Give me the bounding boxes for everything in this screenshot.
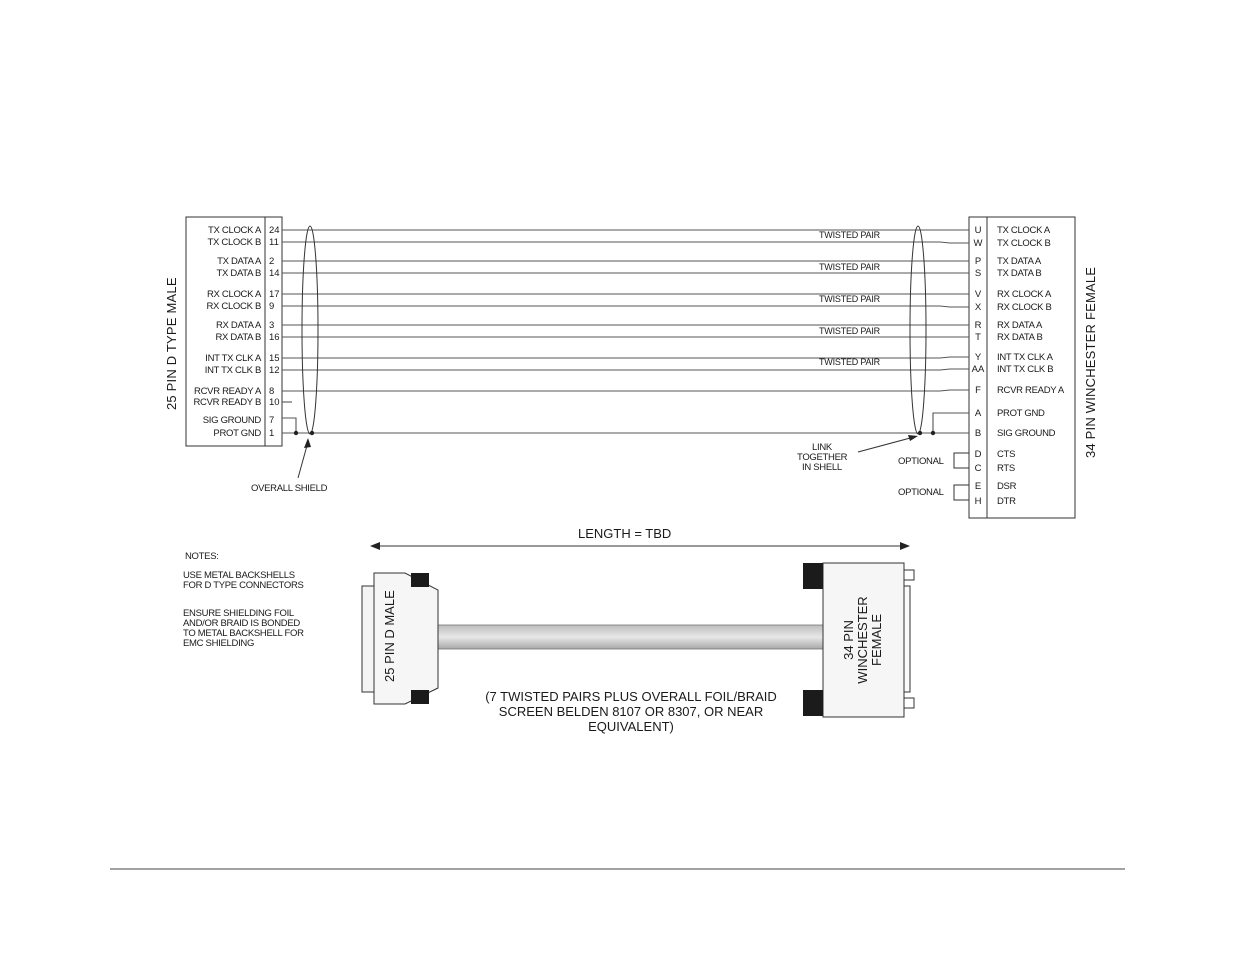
right-connector-title: 34 PIN WINCHESTER FEMALE <box>1083 266 1098 458</box>
right-pin-letter: B <box>974 428 982 439</box>
left-signal-label: RX CLOCK A <box>206 289 261 300</box>
left-plug-tip <box>362 586 374 692</box>
left-signal-label: TX DATA B <box>216 268 261 279</box>
signal-wire <box>282 369 969 370</box>
right-plug-label-line-1: 34 PIN <box>841 620 856 660</box>
right-signal-label: RX CLOCK B <box>997 302 1052 313</box>
right-plug-pin-top <box>904 570 914 580</box>
left-signal-label: SIG GROUND <box>202 415 261 426</box>
left-pin-number: 17 <box>269 289 280 300</box>
left-pin-number: 11 <box>269 237 279 248</box>
left-signal-label: RX DATA A <box>216 320 261 331</box>
left-signal-label: TX CLOCK A <box>208 225 261 236</box>
left-pin-number: 9 <box>269 301 275 312</box>
signal-wire <box>282 390 969 391</box>
link-label-line-3: IN SHELL <box>802 462 842 473</box>
optional-loopbacks <box>898 453 969 500</box>
right-pin-letter: D <box>974 449 982 460</box>
left-connector <box>164 217 282 446</box>
right-signal-label: TX DATA B <box>997 268 1042 279</box>
right-signal-label: TX DATA A <box>997 256 1041 267</box>
right-pin-letter: C <box>974 463 982 474</box>
right-pin-letter: S <box>974 268 982 279</box>
right-signal-label: CTS <box>997 449 1016 460</box>
right-pin-letter: T <box>975 332 981 343</box>
left-plug <box>362 573 438 704</box>
cable-description-line-3: EQUIVALENT) <box>588 719 674 734</box>
right-signal-label: RX DATA B <box>997 332 1043 343</box>
right-plug-label-line-3: FEMALE <box>869 613 884 667</box>
note-2-line-3: TO METAL BACKSHELL FOR <box>183 628 304 639</box>
left-signal-label: TX CLOCK B <box>207 237 261 248</box>
optional-label-1: OPTIONAL <box>898 456 944 467</box>
right-signal-label: RX DATA A <box>997 320 1042 331</box>
junction-dot <box>294 431 298 435</box>
left-pin-number: 14 <box>269 268 280 279</box>
right-pin-letter: A <box>974 408 982 419</box>
twisted-pair-label: TWISTED PAIR <box>819 262 880 272</box>
right-pin-letter: H <box>974 496 982 507</box>
twisted-pair-labels <box>819 230 881 367</box>
link-together-annotation <box>797 435 918 473</box>
right-signal-label: RTS <box>997 463 1015 474</box>
left-signal-label: INT TX CLK B <box>204 365 261 376</box>
length-dimension <box>370 526 910 550</box>
right-pin-letter: X <box>974 302 982 313</box>
junction-dot <box>918 431 922 435</box>
left-signal-label: TX DATA A <box>217 256 261 267</box>
length-label: LENGTH = TBD <box>578 526 672 541</box>
left-pin-number: 10 <box>269 397 280 408</box>
link-label-line-2: TOGETHER <box>797 452 848 463</box>
right-ground-link <box>918 413 969 435</box>
left-signal-label: RX DATA B <box>215 332 261 343</box>
right-signal-label: INT TX CLK B <box>997 364 1054 375</box>
right-shield-ellipse <box>910 226 926 434</box>
junction-dot <box>931 431 935 435</box>
left-plug-screw-bottom <box>411 690 429 704</box>
left-plug-label: 25 PIN D MALE <box>382 590 397 682</box>
left-pin-number: 2 <box>269 256 275 267</box>
right-signal-label: DTR <box>997 496 1016 507</box>
right-plug-pin-bottom <box>904 698 914 708</box>
right-pin-letter: AA <box>971 364 985 375</box>
notes <box>183 551 304 649</box>
right-plug-face <box>904 586 910 692</box>
right-connector <box>969 217 1098 518</box>
right-signal-label: INT TX CLK A <box>997 352 1053 363</box>
left-signal-label: RCVR READY A <box>194 386 261 397</box>
twisted-pair-label: TWISTED PAIR <box>819 294 880 304</box>
note-2-line-1: ENSURE SHIELDING FOIL <box>183 608 294 619</box>
right-pin-letter: Y <box>974 352 982 363</box>
left-signal-label: INT TX CLK A <box>205 353 261 364</box>
right-pin-letter: V <box>974 289 982 300</box>
left-pin-number: 12 <box>269 365 280 376</box>
left-plug-screw-top <box>411 573 429 587</box>
left-pin-number: 24 <box>269 225 280 236</box>
right-signal-label: DSR <box>997 481 1017 492</box>
right-pin-letter: F <box>975 385 981 396</box>
left-shield-ellipse <box>302 226 318 434</box>
right-pin-letter: U <box>974 225 982 236</box>
right-signal-label: PROT GND <box>997 408 1045 419</box>
signal-wire <box>282 306 969 307</box>
twisted-pair-label: TWISTED PAIR <box>819 326 880 336</box>
junction-dot <box>310 431 314 435</box>
note-1-line-2: FOR D TYPE CONNECTORS <box>183 580 304 591</box>
right-signal-label: TX CLOCK A <box>997 225 1050 236</box>
overall-shield-label: OVERALL SHIELD <box>251 483 328 494</box>
right-pin-letter: P <box>974 256 982 267</box>
left-pin-number: 16 <box>269 332 280 343</box>
cable-body <box>438 625 826 649</box>
cable-description-line-2: SCREEN BELDEN 8107 OR 8307, OR NEAR <box>498 704 764 719</box>
cable-illustration <box>362 563 914 734</box>
left-connector-title: 25 PIN D TYPE MALE <box>164 277 179 410</box>
notes-heading: NOTES: <box>185 551 219 562</box>
right-pin-letter: R <box>974 320 982 331</box>
right-plug-screw-top <box>803 563 823 589</box>
right-signal-label: RX CLOCK A <box>997 289 1052 300</box>
right-plug-screw-bottom <box>803 690 823 716</box>
left-pin-number: 15 <box>269 353 280 364</box>
right-plug-label-line-2: WINCHESTER <box>855 596 870 684</box>
right-signal-label: RCVR READY A <box>997 385 1064 396</box>
left-pin-number: 7 <box>269 415 275 426</box>
link-label-line-1: LINK <box>812 442 832 453</box>
note-2-line-4: EMC SHIELDING <box>183 638 255 649</box>
note-1-line-1: USE METAL BACKSHELLS <box>183 570 295 581</box>
left-pin-number: 8 <box>269 386 275 397</box>
right-signal-label: TX CLOCK B <box>997 238 1051 249</box>
twisted-pair-label: TWISTED PAIR <box>819 230 880 240</box>
right-signal-label: SIG GROUND <box>997 428 1056 439</box>
cable-description-line-1: (7 TWISTED PAIRS PLUS OVERALL FOIL/BRAID <box>485 689 777 704</box>
left-signal-label: PROT GND <box>213 428 261 439</box>
note-2-line-2: AND/OR BRAID IS BONDED <box>183 618 300 629</box>
right-pin-letter: W <box>973 238 983 249</box>
left-signal-label: RCVR READY B <box>193 397 261 408</box>
left-pin-number: 1 <box>269 428 275 439</box>
left-signal-label: RX CLOCK B <box>206 301 261 312</box>
optional-label-2: OPTIONAL <box>898 487 944 498</box>
left-pin-number: 3 <box>269 320 275 331</box>
right-pin-letter: E <box>974 481 982 492</box>
signal-wire <box>282 242 969 243</box>
twisted-pair-label: TWISTED PAIR <box>819 357 880 367</box>
